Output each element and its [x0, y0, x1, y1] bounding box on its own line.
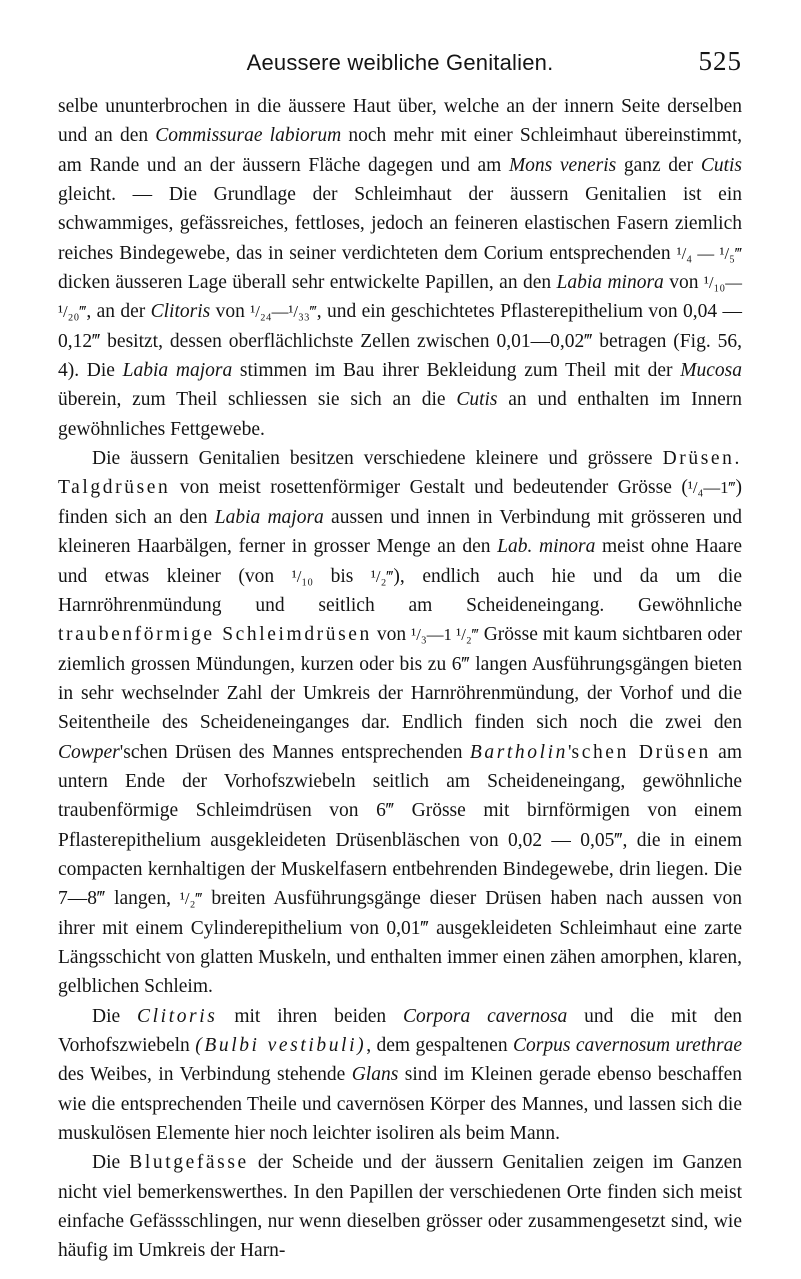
- text-run: , dem gespaltenen: [366, 1035, 514, 1056]
- paragraph-3: [58, 1002, 742, 1149]
- text-run: meist ohne Haare und etwas kleiner (von: [58, 536, 742, 587]
- text-run: von: [210, 301, 251, 323]
- latin-term: Labia majora: [214, 506, 324, 528]
- text-run: Grösse mit kaum sichtbaren oder ziemlich grossen Mündungen, kurzen oder bis zu 6‴ langen Ausführungsgängen bieten in sehr wechselnder Zahl der Umkreis der Harnröhrenmündung, der Vorhof und die Seitentheile des Scheideneinganges dar. Endlich finden sich noch die zwei den: [58, 624, 742, 734]
- text-run: bis: [313, 565, 371, 587]
- text-run: von: [371, 624, 412, 646]
- latin-term: Clitoris: [150, 301, 211, 323]
- text-run: Die äussern Genitalien besitzen verschiedene kleinere und grössere: [92, 448, 663, 470]
- measurement-fraction: ¹/₂₄—¹/₃₃‴: [250, 302, 317, 322]
- text-run: ) finden sich an den: [58, 477, 742, 528]
- spaced-term: schen Drüsen: [571, 741, 711, 763]
- latin-term: Glans: [351, 1064, 399, 1086]
- text-run: von meist rosettenförmiger Gestalt und bedeutender Grösse (: [170, 477, 688, 499]
- text-run: und die mit den Vorhofszwiebeln: [58, 1005, 743, 1056]
- measurement-fraction: ¹/₄—1‴: [687, 478, 736, 498]
- page-header: [58, 46, 742, 80]
- text-run: des Weibes, in Verbindung stehende: [58, 1064, 352, 1086]
- text-run: 'schen Drüsen des Mannes entsprechenden: [119, 741, 470, 763]
- body-text: [58, 92, 742, 1266]
- latin-term: Lab. minora: [497, 536, 596, 558]
- spaced-term: Blutgefässe: [129, 1152, 249, 1174]
- latin-term: Mons veneris: [508, 154, 617, 176]
- measurement-fraction: ¹/₁₀: [291, 566, 314, 586]
- measurement-fraction: ¹/₁₀—¹/₂₀‴: [58, 273, 743, 322]
- text-run: ': [568, 741, 572, 763]
- latin-term: Labia majora: [122, 360, 233, 382]
- measurement-fraction: ¹/₃—1 ¹/₂‴: [411, 625, 479, 645]
- text-run: an und enthalten im Innern gewöhnliches Fettgewebe.: [58, 389, 742, 440]
- latin-term: Labia minora: [556, 272, 664, 294]
- latin-term: Cowper: [58, 741, 120, 763]
- text-run: selbe ununterbrochen in die äussere Haut über, welche an der innern Seite derselben und an den: [58, 96, 742, 147]
- spaced-term: Drüsen. Talgdrüsen: [58, 448, 742, 499]
- latin-term: Cutis: [700, 154, 742, 176]
- latin-term: Mucosa: [680, 360, 742, 382]
- text-run: breiten Ausführungsgänge dieser Drüsen haben nach aussen von ihrer mit einem Cylinderepithelium von 0,01‴ ausgekleideten Schleimhaut eine zarte Längsschicht von glatten Muskeln, und enthalten immer einen zähen amorphen, klaren, gelblichen Schleim.: [58, 888, 742, 998]
- paragraph-4: [58, 1148, 742, 1265]
- measurement-fraction: ¹/₂‴: [370, 566, 394, 586]
- page-number: 525: [698, 46, 742, 76]
- text-run: am untern Ende der Vorhofszwiebeln seitlich am Scheideneingang, gewöhnliche traubenförmige Schleimdrüsen von 6‴ Grösse mit birnförmigen von einem Pflasterepithelium ausgekleideten Drüsenbläschen von 0,02 — 0,05‴, die in einem compacten kernhaltigen der Muskelfasern entbehrenden Bindegewebe, drin liegen. Die 7—8‴ langen,: [58, 741, 743, 910]
- text-run: der Scheide und der äussern Genitalien zeigen im Ganzen nicht viel bemerkenswerthes. In den Papillen der verschiedenen Orte finden sich meist einfache Gefässschlingen, nur wenn dieselben grösser oder zusammengesetzt sind, wie häufig im Umkreis der Harn-: [58, 1152, 742, 1262]
- text-run: , an der: [86, 301, 151, 323]
- latin-term: Corpus cavernosum urethrae: [513, 1035, 742, 1056]
- text-run: stimmen im Bau ihrer Bekleidung zum Theil mit der: [232, 360, 681, 382]
- text-run: überein, zum Theil schliessen sie sich an die: [58, 389, 457, 411]
- paragraph-1: [58, 92, 742, 444]
- latin-term: (Bulbi vestibuli): [195, 1035, 367, 1056]
- running-title: Aeussere weibliche Genitalien.: [246, 50, 554, 75]
- text-run: mit ihren beiden: [217, 1005, 404, 1027]
- text-run: , und ein geschichtetes Pflasterepithelium von 0,04 — 0,12‴ besitzt, dessen oberflächlichste Zellen zwischen 0,01—0,02‴ betragen (Fig. 56, 4). Die: [58, 301, 742, 382]
- text-run: gleicht. — Die Grundlage der Schleimhaut der äussern Genitalien ist ein schwammiges, gefässreiches, fettloses, jedoch an feineren elastischen Fasern ziemlich reiches Bindegewebe, das in seiner verdichteten dem Corium entsprechenden: [58, 184, 742, 264]
- latin-term: Cutis: [456, 389, 498, 411]
- measurement-fraction: ¹/₂‴: [179, 889, 203, 909]
- text-run: dicken äusseren Lage überall sehr entwickelte Papillen, an den: [58, 272, 557, 294]
- text-run: von: [663, 272, 704, 294]
- spaced-term: traubenförmige Schleimdrüsen: [58, 624, 372, 646]
- paragraph-2: [58, 444, 742, 1002]
- text-run: noch mehr mit einer Schleimhaut übereinstimmt, am Rande und an der äussern Fläche dagegen und am: [58, 125, 742, 176]
- text-run: aussen und innen in Verbindung mit grösseren und kleineren Haarbälgen, ferner in grosser Menge an den: [58, 506, 742, 558]
- text-run: ganz der: [616, 154, 701, 176]
- measurement-fraction: ¹/₄ — ¹/₅‴: [676, 243, 742, 263]
- latin-term: Corpora cavernosa: [403, 1005, 568, 1027]
- latin-term: Bartholin: [469, 741, 568, 763]
- latin-term: Commissurae labiorum: [155, 125, 342, 147]
- text-run: sind im Kleinen gerade ebenso beschaffen wie die entsprechenden Theile und cavernösen Körper des Mannes, und lassen sich die muskulösen Elemente hier noch leichter isoliren als beim Mann.: [58, 1064, 743, 1145]
- text-run: Die: [92, 1005, 138, 1027]
- latin-term: Clitoris: [137, 1005, 218, 1027]
- text-run: Die: [92, 1152, 130, 1174]
- text-run: ), endlich auch hie und da um die Harnröhrenmündung und seitlich am Scheideneingang. Gewöhnliche: [58, 565, 742, 616]
